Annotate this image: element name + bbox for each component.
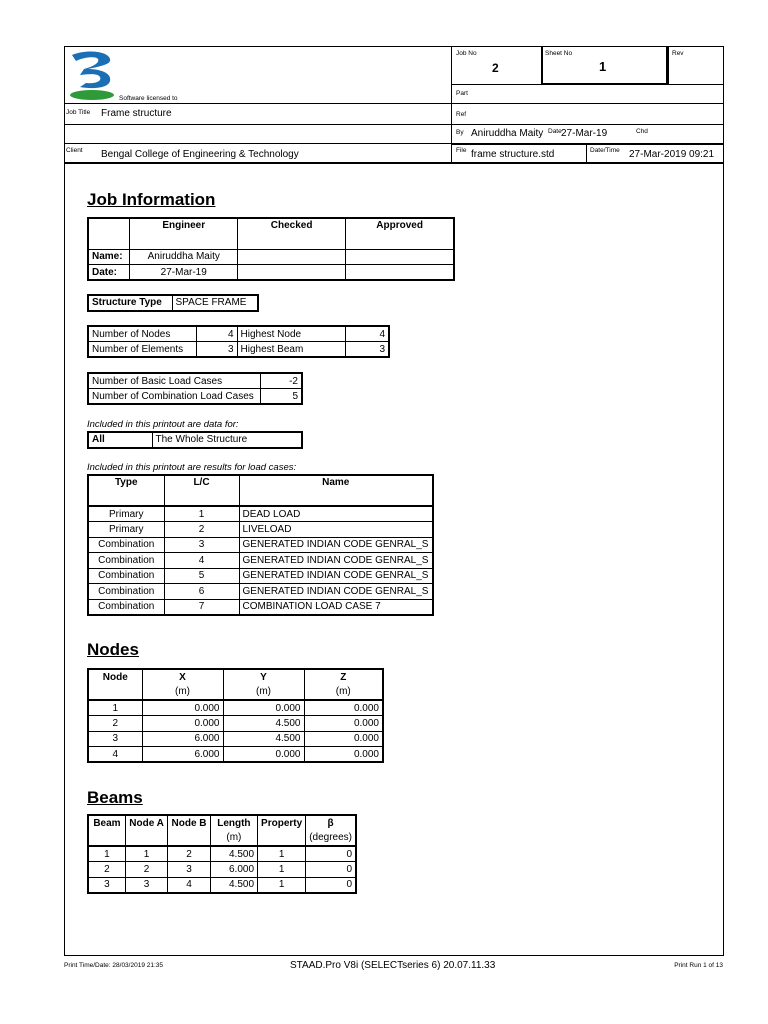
combo-load-label: Number of Combination Load Cases <box>88 389 260 405</box>
node-id: 2 <box>88 716 142 732</box>
job-no-label: Job No <box>456 50 477 57</box>
included-data-table <box>87 431 303 449</box>
col-name: Name <box>239 475 433 506</box>
sheet-no: 1 <box>599 59 607 74</box>
datetime-label: Date/Time <box>590 147 620 154</box>
print-time: Print Time/Date: 28/03/2019 21:35 <box>64 962 164 969</box>
col-approved: Approved <box>346 218 454 249</box>
node-id: 1 <box>88 700 142 716</box>
print-run: Print Run 1 of 13 <box>674 962 723 969</box>
load-cases-caption: Included in this printout are results for load cases: <box>87 462 297 473</box>
lc-type: Combination <box>88 553 164 569</box>
lc-name: GENERATED INDIAN CODE GENRAL_S <box>239 568 433 584</box>
lc-name: LIVELOAD <box>239 522 433 538</box>
client-name: Bengal College of Engineering & Technology <box>101 149 299 160</box>
nodes-label: Number of Nodes <box>88 326 196 342</box>
table-row <box>88 846 356 862</box>
beam-node-b: 2 <box>168 846 211 862</box>
structure-type-value: SPACE FRAME <box>172 295 258 311</box>
date-row-label: Date: <box>88 265 130 281</box>
lc-name: GENERATED INDIAN CODE GENRAL_S <box>239 553 433 569</box>
node-id: 3 <box>88 731 142 747</box>
file-name: frame structure.std <box>471 149 555 160</box>
col-node-a: Node A <box>125 815 167 831</box>
job-title-label: Job Title <box>66 109 91 116</box>
node-z: 0.000 <box>304 747 383 763</box>
chd-label: Chd <box>636 128 648 135</box>
table-row <box>88 568 433 584</box>
part-label: Part <box>456 90 468 97</box>
unit-length: (m) <box>210 831 257 847</box>
node-y: 0.000 <box>223 700 304 716</box>
rev-label: Rev <box>672 50 684 57</box>
by-label: By <box>456 129 464 136</box>
lc-number: 6 <box>164 584 239 600</box>
engineer-date: 27-Mar-19 <box>130 265 238 281</box>
bentley-logo-icon <box>66 49 118 101</box>
job-info-table <box>87 217 455 281</box>
beam-node-a: 2 <box>125 862 167 878</box>
scope-all: All <box>88 432 152 448</box>
beam-property: 1 <box>258 877 306 893</box>
title-block <box>64 46 724 164</box>
table-row <box>88 747 383 763</box>
elements-label: Number of Elements <box>88 342 196 358</box>
col-checked: Checked <box>238 218 346 249</box>
table-row <box>88 584 433 600</box>
lc-number: 7 <box>164 599 239 615</box>
node-y: 0.000 <box>223 747 304 763</box>
nodes-title: Nodes <box>87 640 139 659</box>
file-label: File <box>456 147 467 154</box>
basic-load-count: -2 <box>260 373 302 389</box>
combo-load-count: 5 <box>260 389 302 405</box>
client-label: Client <box>66 147 83 154</box>
elements-count: 3 <box>196 342 237 358</box>
date-value: 27-Mar-19 <box>561 128 608 139</box>
col-length: Length <box>210 815 257 831</box>
beam-id: 2 <box>88 862 125 878</box>
table-row <box>88 700 383 716</box>
beam-length: 6.000 <box>210 862 257 878</box>
load-cases-table <box>87 474 434 616</box>
lc-name: DEAD LOAD <box>239 506 433 522</box>
table-row <box>88 731 383 747</box>
job-title: Frame structure <box>101 108 172 119</box>
node-x: 0.000 <box>142 700 223 716</box>
ref-label: Ref <box>456 111 467 118</box>
beam-node-b: 4 <box>168 877 211 893</box>
counts-table <box>87 325 390 358</box>
col-y: Y <box>223 669 304 685</box>
sheet-no-label: Sheet No <box>545 50 573 57</box>
unit-beta: (degrees) <box>306 831 356 847</box>
node-z: 0.000 <box>304 716 383 732</box>
col-x: X <box>142 669 223 685</box>
licensed-label: Software licensed to <box>119 95 178 102</box>
unit-z: (m) <box>304 685 383 701</box>
nodes-table <box>87 668 384 763</box>
beams-title: Beams <box>87 788 143 807</box>
table-row <box>88 506 433 522</box>
lc-number: 2 <box>164 522 239 538</box>
highest-beam: 3 <box>345 342 389 358</box>
table-row <box>88 862 356 878</box>
lc-type: Combination <box>88 537 164 553</box>
node-id: 4 <box>88 747 142 763</box>
beam-node-b: 3 <box>168 862 211 878</box>
node-z: 0.000 <box>304 731 383 747</box>
col-property: Property <box>258 815 306 831</box>
beam-property: 1 <box>258 846 306 862</box>
lc-type: Combination <box>88 599 164 615</box>
beam-beta: 0 <box>306 877 356 893</box>
beam-node-a: 1 <box>125 846 167 862</box>
lc-number: 3 <box>164 537 239 553</box>
engineer-name: Aniruddha Maity <box>130 249 238 265</box>
lc-number: 5 <box>164 568 239 584</box>
col-z: Z <box>304 669 383 685</box>
beam-property: 1 <box>258 862 306 878</box>
table-row <box>88 716 383 732</box>
beams-table <box>87 814 357 894</box>
lc-type: Primary <box>88 506 164 522</box>
col-engineer: Engineer <box>130 218 238 249</box>
col-node-b: Node B <box>168 815 211 831</box>
unit-y: (m) <box>223 685 304 701</box>
by-name: Aniruddha Maity <box>471 128 544 139</box>
job-no: 2 <box>492 61 499 75</box>
lc-type: Combination <box>88 584 164 600</box>
structure-type-table <box>87 294 259 312</box>
beam-id: 1 <box>88 846 125 862</box>
included-data-caption: Included in this printout are data for: <box>87 419 239 430</box>
lc-name: GENERATED INDIAN CODE GENRAL_S <box>239 537 433 553</box>
lc-type: Primary <box>88 522 164 538</box>
node-x: 6.000 <box>142 731 223 747</box>
node-y: 4.500 <box>223 716 304 732</box>
unit-x: (m) <box>142 685 223 701</box>
basic-load-label: Number of Basic Load Cases <box>88 373 260 389</box>
node-y: 4.500 <box>223 731 304 747</box>
lc-number: 1 <box>164 506 239 522</box>
lc-name: COMBINATION LOAD CASE 7 <box>239 599 433 615</box>
lc-name: GENERATED INDIAN CODE GENRAL_S <box>239 584 433 600</box>
col-beta: β <box>306 815 356 831</box>
beam-beta: 0 <box>306 846 356 862</box>
table-row <box>88 877 356 893</box>
job-info-title: Job Information <box>87 190 216 209</box>
col-type: Type <box>88 475 164 506</box>
load-counts-table <box>87 372 303 405</box>
col-beam: Beam <box>88 815 125 831</box>
col-lc: L/C <box>164 475 239 506</box>
datetime-value: 27-Mar-2019 09:21 <box>629 149 715 160</box>
beam-node-a: 3 <box>125 877 167 893</box>
beam-length: 4.500 <box>210 846 257 862</box>
table-row <box>88 553 433 569</box>
structure-type-label: Structure Type <box>88 295 172 311</box>
lc-number: 4 <box>164 553 239 569</box>
beam-length: 4.500 <box>210 877 257 893</box>
node-z: 0.000 <box>304 700 383 716</box>
beam-id: 3 <box>88 877 125 893</box>
table-row <box>88 537 433 553</box>
date-label: Date <box>548 128 562 135</box>
software-version: STAAD.Pro V8i (SELECTseries 6) 20.07.11.33 <box>290 960 496 971</box>
highest-beam-label: Highest Beam <box>237 342 345 358</box>
col-node: Node <box>88 669 142 685</box>
beam-beta: 0 <box>306 862 356 878</box>
lc-type: Combination <box>88 568 164 584</box>
highest-node: 4 <box>345 326 389 342</box>
name-label: Name: <box>88 249 130 265</box>
table-row <box>88 599 433 615</box>
node-x: 6.000 <box>142 747 223 763</box>
highest-node-label: Highest Node <box>237 326 345 342</box>
table-row <box>88 522 433 538</box>
scope-desc: The Whole Structure <box>152 432 302 448</box>
nodes-count: 4 <box>196 326 237 342</box>
node-x: 0.000 <box>142 716 223 732</box>
